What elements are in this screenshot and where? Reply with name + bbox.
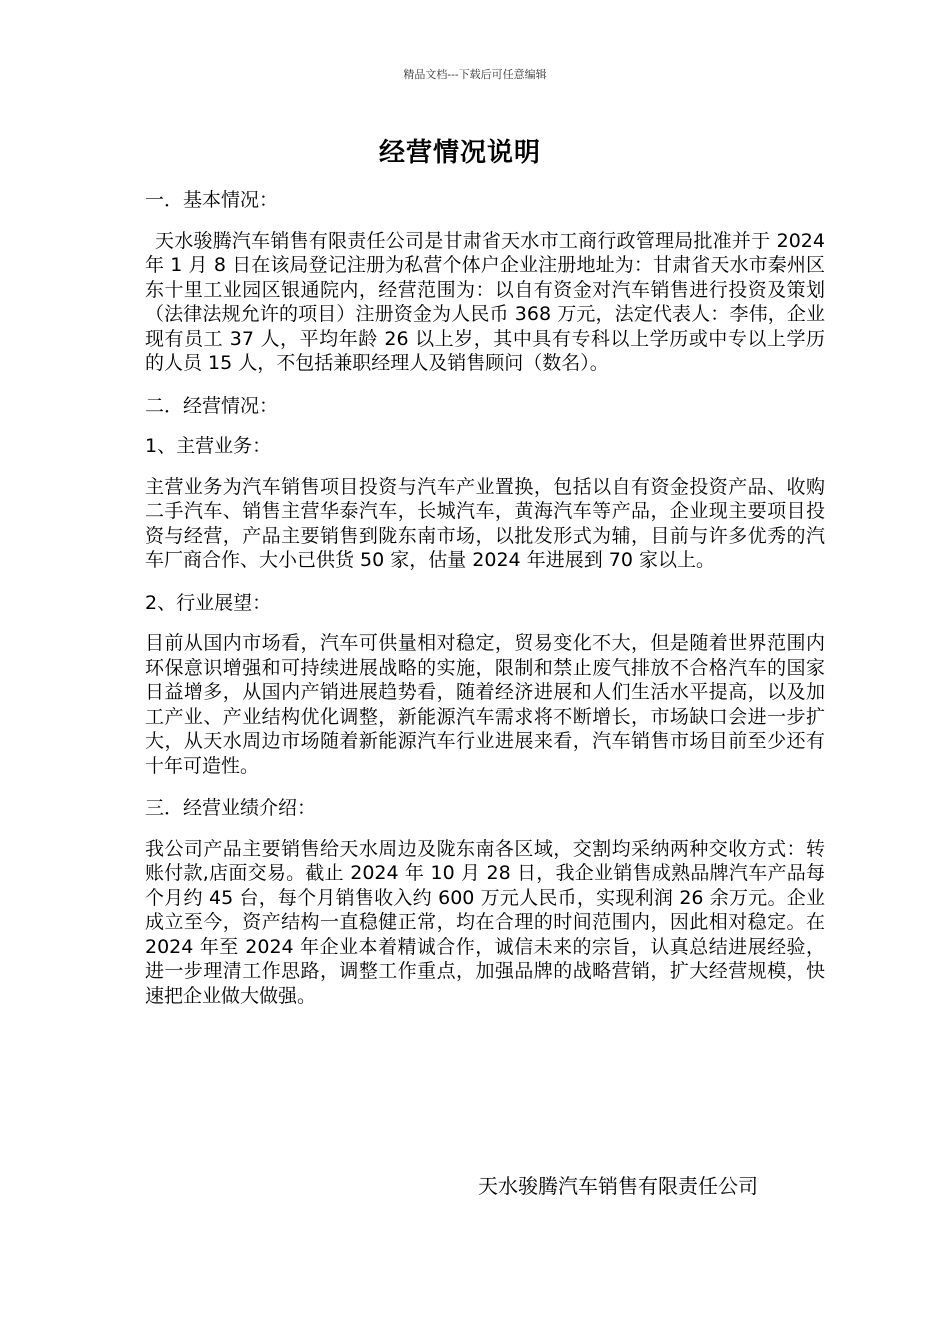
section-para-basic: 天水骏腾汽车销售有限责任公司是甘肃省天水市工商行政管理局批准并于 2024 年 1 月 8 日在该局登记注册为私营个体户企业注册地址为：甘肃省天水市秦州区东十里工业园区银通院内，经营范围为：以自有资金对汽车销售进行投资及策划（法律法规允许的项目）注册资金为人民币 368 万元，法定代表人：李伟，企业现有员工 37 人，平均年龄 26 以上岁，其中具有专科以上学历或中专以上学历的人员 15 人，不包括兼职经理人及销售顾问（数名）。: [145, 229, 825, 374]
section-para-performance: 我公司产品主要销售给天水周边及陇东南各区域，交割均采纳两种交收方式：转账付款,店面交易。截止 2024 年 10 月 28 日，我企业销售成熟品牌汽车产品每个月约 45 台，每个月销售收入约 600 万元人民币，实现利润 26 余万元。企业成立至今，资产结构一直稳健正常，均在合理的时间范围内，因此相对稳定。在 2024 年至 2024 年企业本着精诚合作，诚信未来的宗旨，认真总结进展经验，进一步理清工作思路，调整工作重点，加强品牌的战略营销，扩大经营规模，快速把企业做大做强。: [145, 837, 825, 1007]
subsection-heading-outlook: 2、行业展望：: [145, 591, 272, 614]
document-title: 经营情况说明: [378, 138, 541, 168]
subsection-para-main-business: 主营业务为汽车销售项目投资与汽车产业置换，包括以自有资金投资产品、收购二手汽车、销售主营华泰汽车，长城汽车，黄海汽车等产品，企业现主要项目投资与经营，产品主要销售到陇东南市场，以批发形式为辅，目前与许多优秀的汽车厂商合作、大小已供货 50 家，估量 2024 年进展到 70 家以上。: [145, 475, 825, 571]
section-heading-basic: 一．基本情况：: [145, 189, 279, 211]
company-signature: 天水骏腾汽车销售有限责任公司: [478, 1174, 758, 1198]
section-heading-performance: 三．经营业绩介绍：: [145, 797, 317, 819]
header-note: 精品文档---下载后可任意编辑: [403, 68, 547, 81]
subsection-heading-main-business: 1、主营业务：: [145, 435, 272, 457]
section-heading-operations: 二．经营情况：: [145, 394, 279, 417]
document-body: [145, 188, 825, 1008]
subsection-para-outlook: 目前从国内市场看，汽车可供量相对稳定，贸易变化不大，但是随着世界范围内环保意识增强和可持续进展战略的实施，限制和禁止废气排放不合格汽车的国家日益增多，从国内产销进展趋势看，随着经济进展和人们生活水平提高，以及加工产业、产业结构优化调整，新能源汽车需求将不断增长，市场缺口会进一步扩大，从天水周边市场随着新能源汽车行业进展来看，汽车销售市场目前至少还有十年可造性。: [145, 632, 825, 777]
